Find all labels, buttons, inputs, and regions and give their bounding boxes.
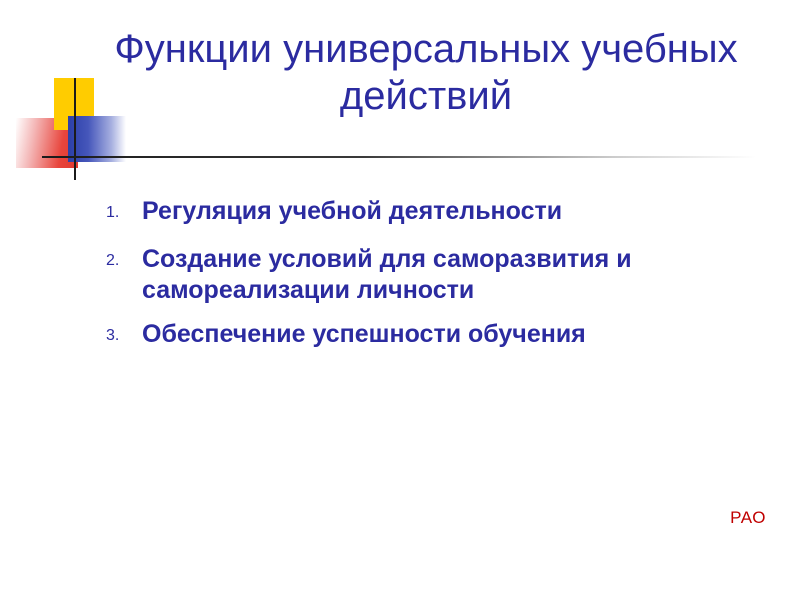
list-item-label: Создание условий для саморазвития и самореализации личности [142,245,632,304]
slide-title: Функции универсальных учебных действий [114,27,738,119]
logo-vertical-line [74,78,76,180]
list-item-number: 3. [106,327,120,344]
list-item [100,196,772,230]
list-item-label: Регуляция учебной деятельности [142,197,563,225]
list-item-number: 1. [106,204,120,221]
list-item-label: Обеспечение успешности обучения [142,320,586,348]
content-list [100,196,772,367]
list-item [100,319,772,353]
list-item-number: 2. [106,252,120,269]
list-item [100,244,772,305]
title-divider [42,156,756,158]
footer-mark: РАО [730,508,766,527]
